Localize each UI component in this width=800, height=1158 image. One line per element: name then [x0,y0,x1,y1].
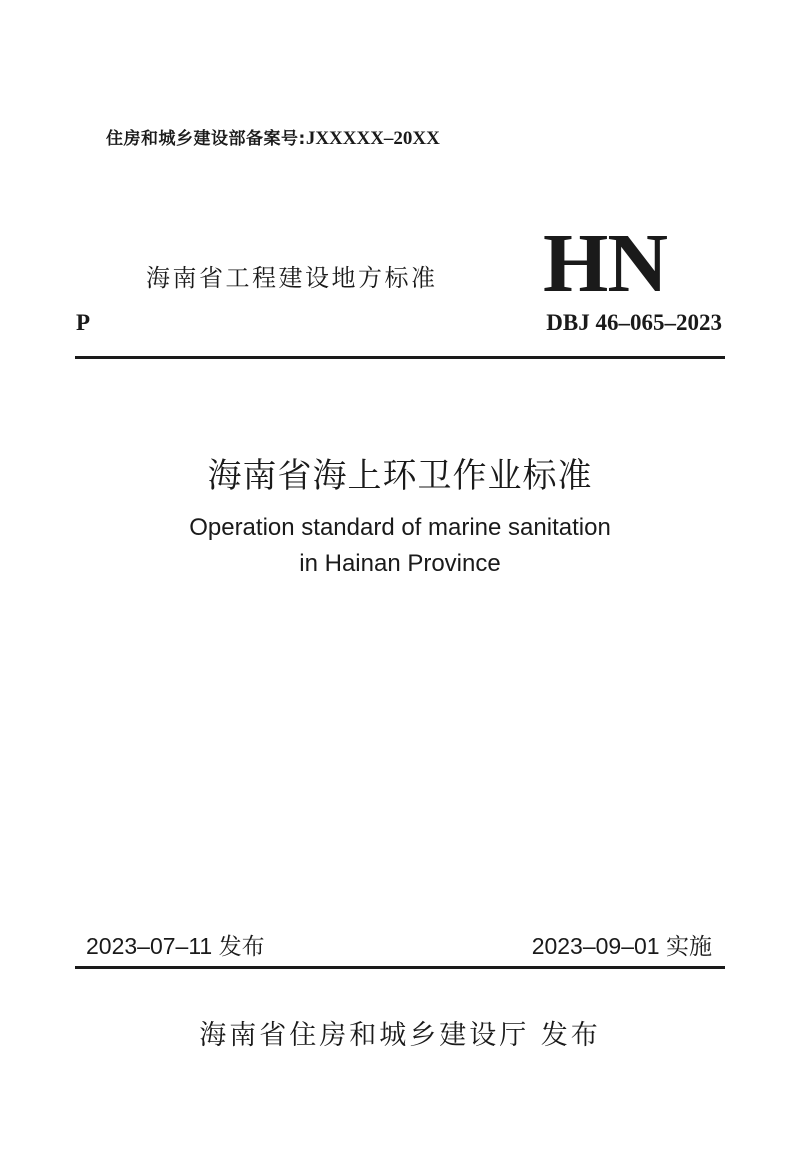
standard-code-logo: HN [543,217,667,310]
title-chinese: 海南省海上环卫作业标准 [207,456,593,496]
standard-category: 海南省工程建设地方标准 [146,264,438,292]
title-english-line-1: Operation standard of marine sanitation [189,514,611,541]
title-english-line-2: in Hainan Province [299,550,501,577]
implementation-date: 2023–09–01 实施 [531,933,712,959]
classification-code: P [76,310,91,335]
standard-number: DBJ 46–065–2023 [546,310,722,335]
title-english [0,510,800,582]
bottom-divider [75,966,725,969]
record-line [106,124,440,150]
top-divider [75,356,725,359]
record-number: JXXXXX–20XX [305,128,440,149]
issue-date: 2023–07–11 发布 [86,933,265,959]
publisher: 海南省住房和城乡建设厅 发布 [199,1020,601,1051]
record-label: 住房和城乡建设部备案号: [106,129,306,149]
